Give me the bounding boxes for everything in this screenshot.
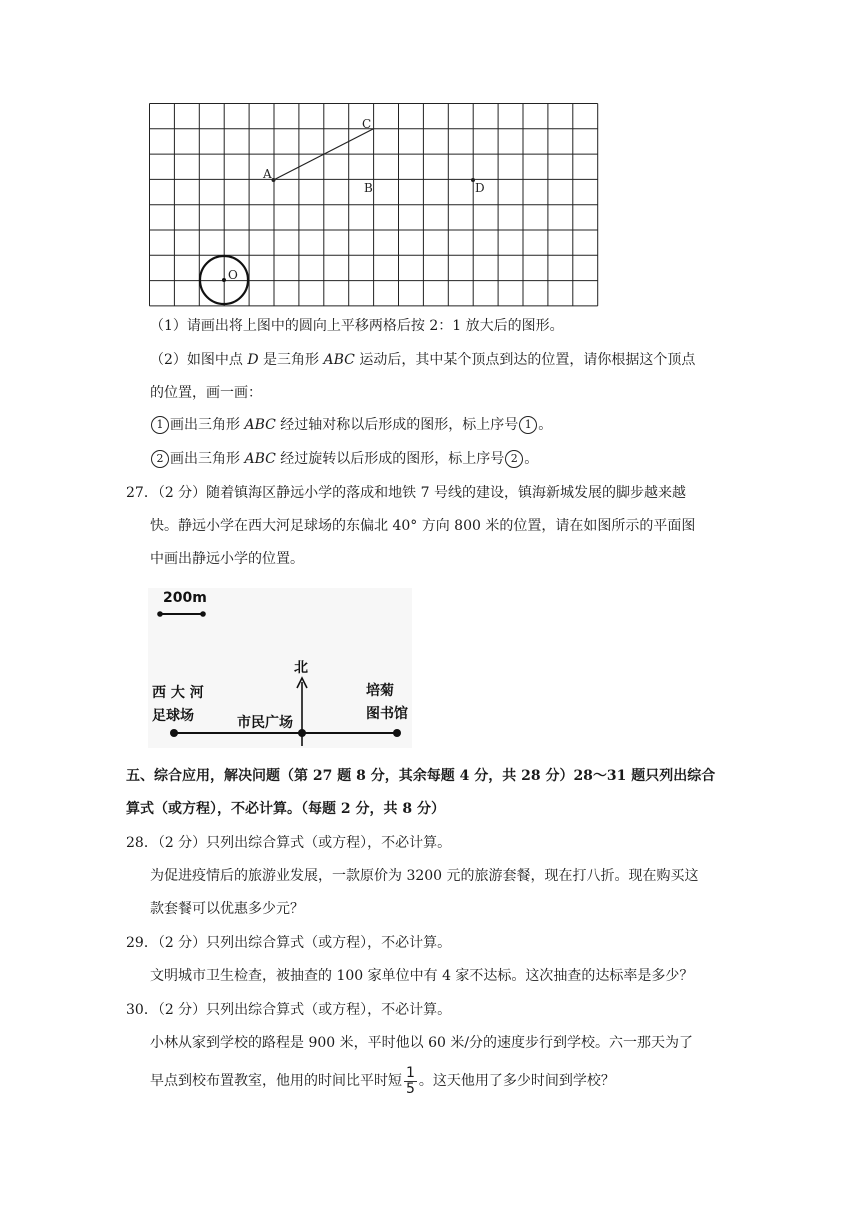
scale-label: 200m [163, 590, 207, 606]
scale-bar-start [157, 611, 163, 617]
q27-line1: 27．（2 分）随着镇海区静远小学的落成和地铁 7 号线的建设，镇海新城发展的脚步越来越 [126, 485, 686, 501]
label-library: 图书馆 [366, 706, 408, 722]
q30-body1: 小林从家到学校的路程是 900 米，平时他以 60 米/分的速度步行到学校。六一那天为了 [150, 1035, 694, 1051]
q26-step2: 2 画出三角形 ABC 经过旋转以后形成的图形，标上序号 2 。 [150, 449, 538, 469]
label-a: A [263, 167, 272, 181]
q26-part2: （2）如图中点 D 是三角形 ABC 运动后，其中某个顶点到达的位置，请你根据这个顶点 [150, 352, 696, 368]
north-label: 北 [294, 660, 308, 676]
point-a [272, 178, 276, 182]
point-o [222, 278, 226, 282]
q29-body1: 文明城市卫生检查，被抽查的 100 家单位中有 4 家不达标。这次抽查的达标率是多少？ [150, 968, 694, 984]
circled-number-1-end: 1 [519, 416, 537, 434]
q30-body2: 早点到校布置教室，他用的时间比平时短 $\frac{1}{5}$ 。这天他用了多少时间到学校？ [150, 1064, 615, 1097]
point-library [393, 729, 401, 737]
label-peiju: 培菊 [366, 683, 394, 699]
label-b: B [364, 181, 373, 195]
label-west-river: 西 大 河 [152, 685, 204, 701]
point-football-field [170, 729, 178, 737]
section5-line2: 算式（或方程），不必计算。（每题 2 分，共 8 分） [126, 801, 445, 817]
q26-part2-line2: 的位置，画一画： [150, 385, 262, 401]
grid-figure [149, 103, 599, 307]
q28-body2: 款套餐可以优惠多少元？ [150, 901, 304, 917]
q27-line2: 快。静远小学在西大河足球场的东偏北 40° 方向 800 米的位置，请在如图所示的平面图 [150, 518, 696, 534]
fraction-one-fifth: $\frac{1}{5}$ [406, 1064, 415, 1097]
scale-bar-end [200, 611, 206, 617]
label-civic-square: 市民广场 [237, 715, 293, 731]
circled-number-2-end: 2 [505, 450, 523, 468]
q26-step1: 1 画出三角形 ABC 经过轴对称以后形成的图形，标上序号 1 。 [150, 415, 552, 435]
q29-head: 29．（2 分）只列出综合算式（或方程），不必计算。 [126, 935, 452, 951]
map-figure [148, 588, 412, 748]
label-football-field: 足球场 [152, 708, 194, 724]
q28-body1: 为促进疫情后的旅游业发展，一款原价为 3200 元的旅游套餐，现在打八折。现在购买这 [150, 868, 699, 884]
circled-number-2: 2 [151, 450, 169, 468]
q27-line3: 中画出静远小学的位置。 [150, 551, 304, 567]
circled-number-1: 1 [151, 416, 169, 434]
label-o: O [228, 268, 238, 282]
q26-part1: （1）请画出将上图中的圆向上平移两格后按 2：1 放大后的图形。 [150, 318, 564, 334]
section5-line1: 五、综合应用，解决问题（第 27 题 8 分，其余每题 4 分，共 28 分）28～31 题只列出综合 [126, 768, 716, 784]
q28-head: 28．（2 分）只列出综合算式（或方程），不必计算。 [126, 835, 452, 851]
label-c: C [362, 117, 372, 131]
grid-lines [150, 104, 598, 306]
point-civic-square [298, 729, 306, 737]
q30-head: 30．（2 分）只列出综合算式（或方程），不必计算。 [126, 1002, 452, 1018]
label-d: D [475, 181, 485, 195]
